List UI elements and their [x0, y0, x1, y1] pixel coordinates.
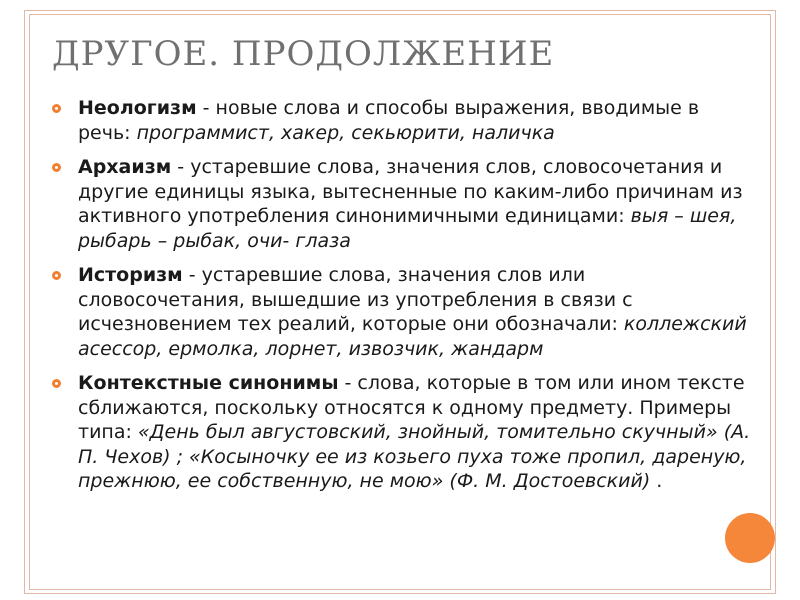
term-label: Неологизм	[78, 97, 197, 119]
list-item	[52, 263, 752, 361]
title-second-word: ПРОДОЛЖЕНИЕ	[231, 34, 555, 74]
list-item	[52, 96, 752, 145]
slide-content	[52, 96, 752, 504]
term-definition: - слова, которые в том или ином тексте сближаются, поскольку относятся к одному предмету. Примеры типа:	[78, 372, 745, 443]
term-examples: выя – шея, рыбарь – рыбак, очи- глаза	[78, 205, 737, 252]
term-definition: - устаревшие слова, значения слов, словосочетания и другие единицы языка, вытесненные по каким-либо причинам из активного употребления синонимичными единицами:	[78, 156, 743, 227]
term-examples: коллежский асессор, ермолка, лорнет, извозчик, жандарм	[78, 313, 747, 360]
bullet-ring-icon	[52, 163, 61, 172]
bullet-ring-icon	[52, 379, 61, 388]
list-item	[52, 371, 752, 494]
list-item	[52, 155, 752, 253]
term-examples: программист, хакер, секьюрити, наличка	[136, 121, 555, 144]
decorative-circle	[725, 513, 775, 563]
title-first-word: ДРУГОЕ.	[52, 34, 221, 74]
slide-title	[52, 34, 554, 74]
term-definition: - новые слова и способы выражения, вводимые в речь:	[78, 97, 700, 144]
term-examples: «День был августовский, знойный, томительно скучный» (А. П. Чехов) ; «Косыночку ее из козьего пуха тоже пропил, дареную, прежнюю, ее собственную, не мою» (Ф. М. Достоевский)	[78, 421, 751, 492]
term-definition: - устаревшие слова, значения слов или словосочетания, вышедшие из употребления в связи с исчезновением тех реалий, которые они обозначали:	[78, 264, 633, 335]
term-tail: .	[650, 470, 663, 492]
bullet-ring-icon	[52, 104, 61, 113]
term-label: Контекстные синонимы	[78, 372, 339, 394]
term-label: Архаизм	[78, 156, 172, 178]
bullet-ring-icon	[52, 271, 61, 280]
term-label: Историзм	[78, 264, 183, 286]
